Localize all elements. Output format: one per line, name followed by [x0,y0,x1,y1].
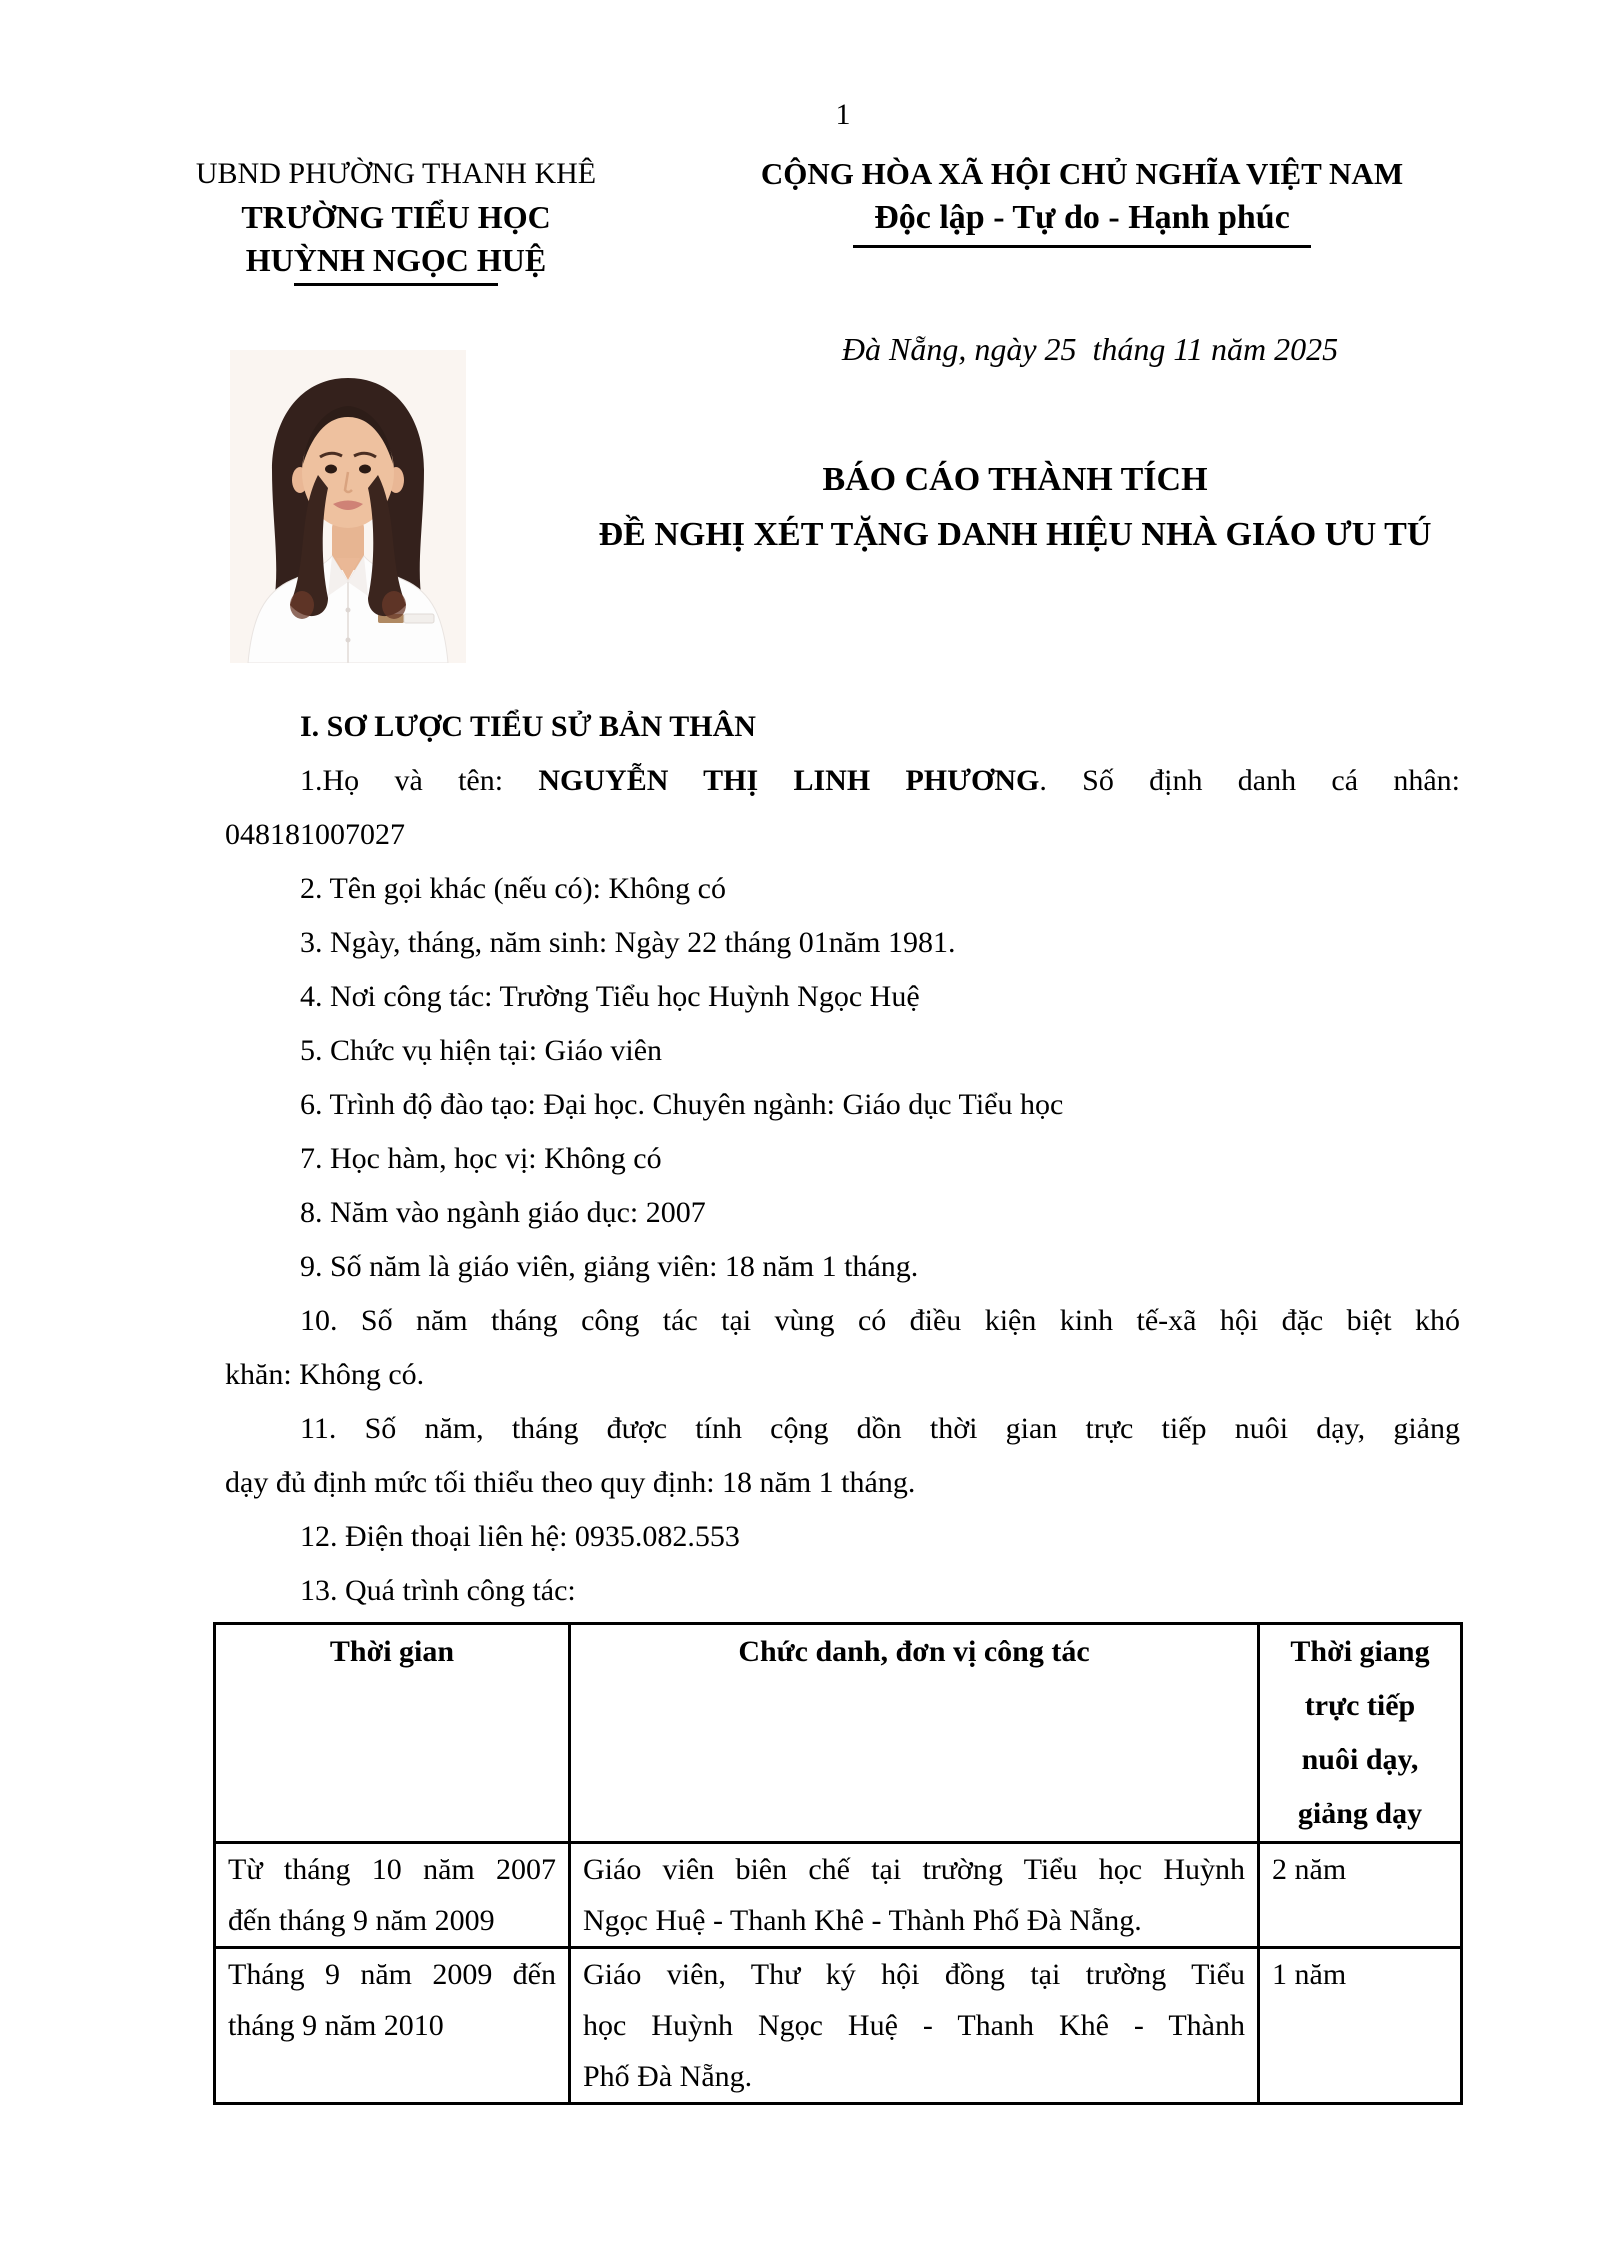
body-line-id-number: 048181007027 [225,818,405,851]
role-line: học Huỳnh Ngọc Huệ - Thanh Khê - Thành [583,2009,1245,2042]
report-title-line2: ĐỀ NGHỊ XÉT TẶNG DANH HIỆU NHÀ GIÁO ƯU TÚ [598,516,1432,553]
work-history-table [213,1622,1463,2105]
role-line: Ngọc Huệ - Thanh Khê - Thành Phố Đà Nẵng. [583,1904,1142,1937]
table-row [215,1948,1462,2104]
name-prefix: 1.Họ và tên: [300,764,539,797]
issuing-agency-block [181,152,611,286]
pocket-line [404,614,434,623]
report-title-block [515,452,1515,562]
cell-duration: 1 năm [1259,1948,1462,2104]
time-line: đến tháng 9 năm 2009 [228,1904,495,1937]
time-line: Từ tháng 10 năm 2007 [228,1853,556,1886]
body-line-item10a: 10. Số năm tháng công tác tại vùng có điều kiện kinh tế-xã hội đặc biệt khó [300,1304,1460,1337]
page-number: 1 [835,98,851,131]
body-line-item3: 3. Ngày, tháng, năm sinh: Ngày 22 tháng 01năm 1981. [300,926,956,959]
body-line-item6: 6. Trình độ đào tạo: Đại học. Chuyên ngành: Giáo dục Tiểu học [300,1088,1064,1121]
agency-name-line2: HUỲNH NGỌC HUỆ [245,242,547,278]
name-suffix: . Số định danh cá nhân: [1039,764,1461,797]
portrait-photo [230,350,466,663]
hair-tip-right [382,591,406,619]
role-line: Giáo viên biên chế tại trường Tiểu học Huỳnh [583,1853,1245,1886]
national-motto-block [712,152,1452,248]
body-line-item4: 4. Nơi công tác: Trường Tiểu học Huỳnh Ngọc Huệ [300,980,920,1013]
shirt-button [346,638,351,643]
report-title-line1: BÁO CÁO THÀNH TÍCH [822,461,1208,498]
body-line-item2: 2. Tên gọi khác (nếu có): Không có [300,872,726,905]
col-header-time: Thời gian [215,1624,570,1843]
time-line: Tháng 9 năm 2009 đến [228,1958,556,1991]
agency-underline [294,283,498,286]
work-history-table-wrap [213,1622,1460,2105]
col-header-duration-line: Thời giang [1290,1635,1430,1668]
body-line-item11b: dạy đủ định mức tối thiểu theo quy định: 18 năm 1 tháng. [225,1466,916,1499]
body-line-name [225,754,1460,808]
col-header-duration-line: trực tiếp [1304,1689,1416,1722]
body-line-item10b: khăn: Không có. [225,1358,425,1391]
table-row [215,1843,1462,1948]
body-line-item8: 8. Năm vào ngành giáo dục: 2007 [300,1196,706,1229]
body-line-item12: 12. Điện thoại liên hệ: 0935.082.553 [300,1520,740,1553]
role-line: Giáo viên, Thư ký hội đồng tại trường Tiểu [583,1958,1245,1991]
col-header-duration-line: nuôi dạy, [1301,1743,1419,1776]
agency-name-line1: TRƯỜNG TIỂU HỌC [241,199,551,235]
hair-tip-left [290,591,314,619]
col-header-role: Chức danh, đơn vị công tác [570,1624,1259,1843]
agency-parent-name: UBND PHƯỜNG THANH KHÊ [195,157,597,190]
place-date-line: Đà Nẵng, ngày 25 tháng 11 năm 2025 [841,331,1339,367]
time-line: tháng 9 năm 2010 [228,2009,444,2042]
eye-left [325,465,337,474]
shirt-button [346,608,351,613]
role-line: Phố Đà Nẵng. [583,2060,753,2093]
body-line-item9: 9. Số năm là giáo viên, giảng viên: 18 năm 1 tháng. [300,1250,919,1283]
cell-duration: 2 năm [1259,1843,1462,1948]
portrait-photo-drawing [230,350,466,663]
section-1-body [225,700,1460,1618]
motto-underline [853,245,1311,248]
body-line-item5: 5. Chức vụ hiện tại: Giáo viên [300,1034,663,1067]
col-header-duration-line: giảng dạy [1297,1797,1423,1830]
table-header-row [215,1624,1462,1843]
national-motto: Độc lập - Tự do - Hạnh phúc [874,199,1290,236]
eye-right [359,465,371,474]
body-line-item13: 13. Quá trình công tác: [300,1574,576,1607]
person-name: NGUYỄN THỊ LINH PHƯƠNG [538,764,1040,797]
col-header-duration [1259,1624,1462,1843]
cell-time-period [215,1843,570,1948]
body-line-item11a: 11. Số năm, tháng được tính cộng dồn thời gian trực tiếp nuôi dạy, giảng [300,1412,1460,1445]
body-line-item7: 7. Học hàm, học vị: Không có [300,1142,662,1175]
section-1-heading: I. SƠ LƯỢC TIỂU SỬ BẢN THÂN [300,710,756,743]
national-title: CỘNG HÒA XÃ HỘI CHỦ NGHĨA VIỆT NAM [760,156,1404,191]
cell-role-unit [570,1843,1259,1948]
cell-role-unit [570,1948,1259,2104]
cell-time-period [215,1948,570,2104]
